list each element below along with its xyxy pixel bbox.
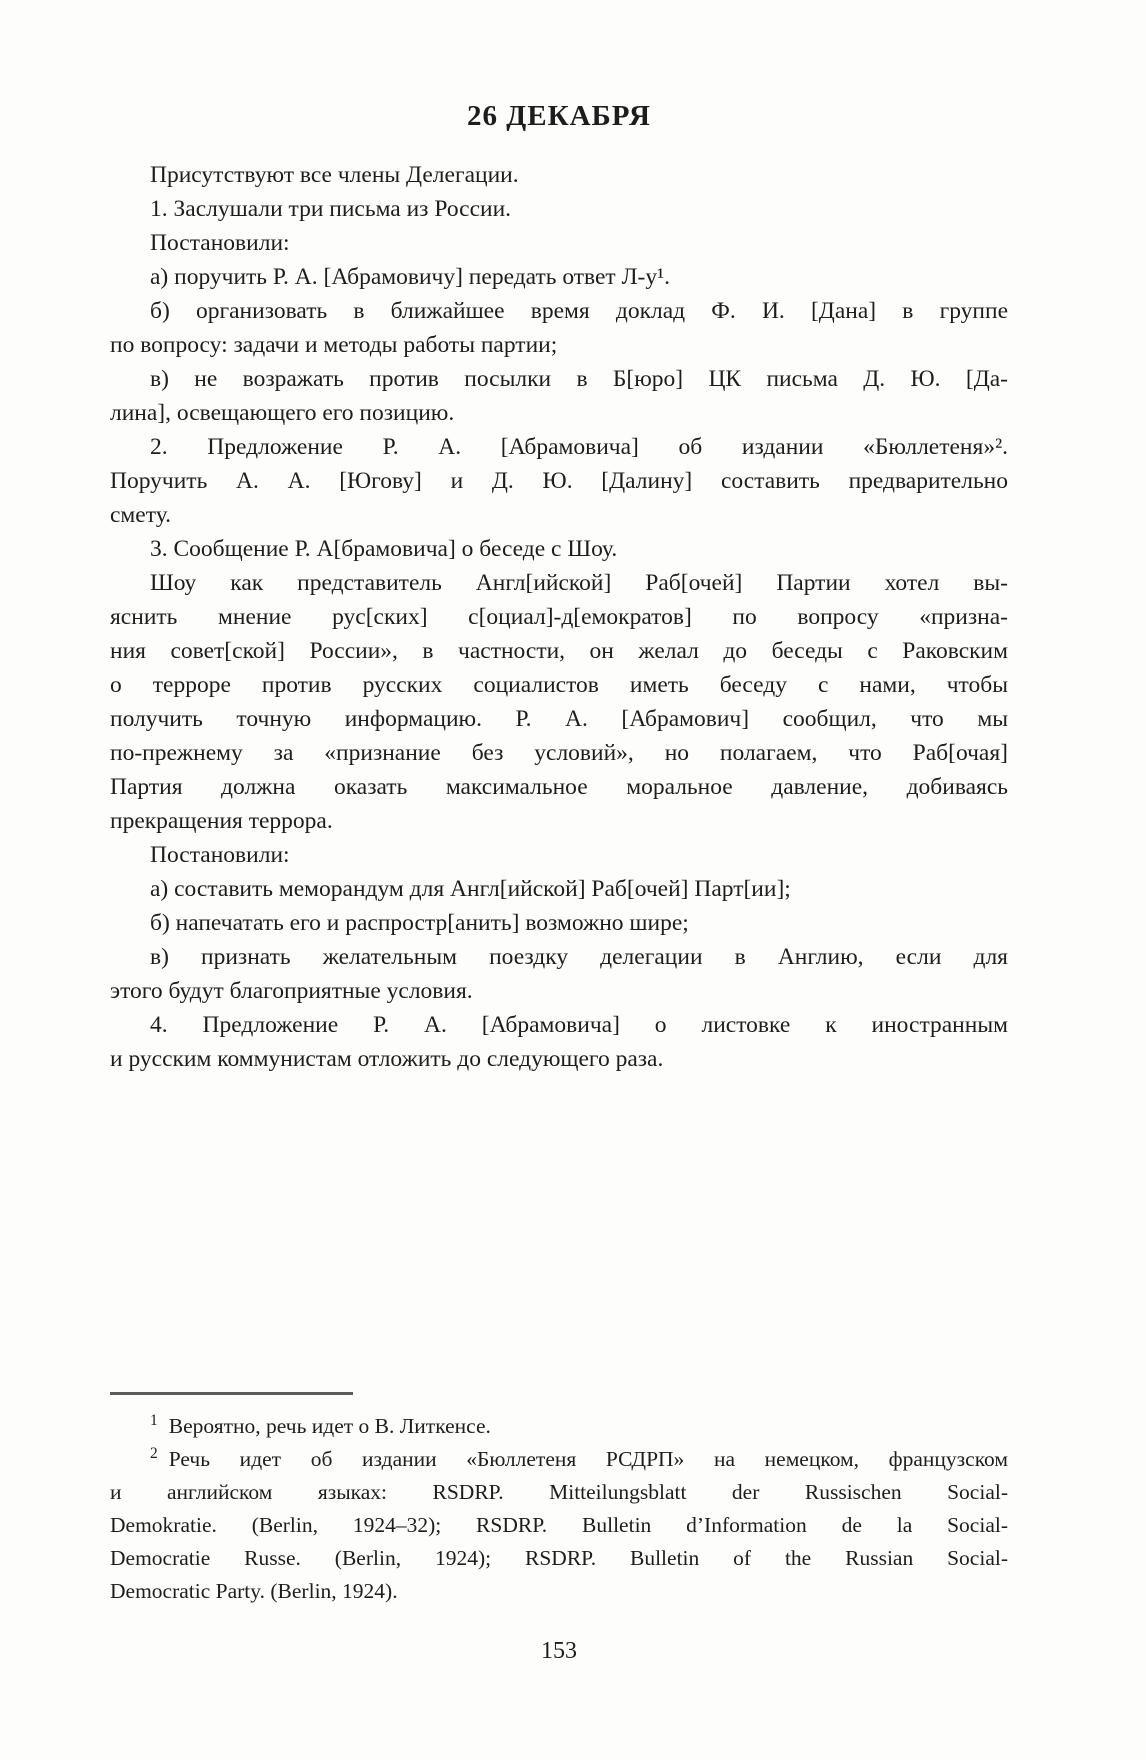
body-line: ния совет[ской] России», в частности, он желал до беседы с Раковским [110,638,1008,664]
footnote-line: и английском языках: RSDRP. Mitteilungsblatt der Russischen Social- [110,1480,1008,1504]
body-line: Партия должна оказать максимальное моральное давление, добиваясь [110,774,1008,800]
body-line: получить точную информацию. Р. А. [Абрамович] сообщил, что мы [110,706,1008,732]
body-line: в) не возражать против посылки в Б[юро] ЦК письма Д. Ю. [Да- [150,366,1008,392]
page-number: 153 [541,1638,577,1664]
body-line: по вопросу: задачи и методы работы партии; [110,332,558,358]
body-line: смету. [110,502,171,528]
body-line: а) составить меморандум для Англ[ийской] Раб[очей] Парт[ии]; [150,876,791,902]
body-line: Постановили: [150,230,290,256]
body-line: прекращения террора. [110,808,333,834]
body-line: в) признать желательным поездку делегации в Англию, если для [150,944,1008,970]
body-line: 1. Заслушали три письма из России. [150,196,512,222]
footnote-line [110,1443,1008,1476]
body-line: 2. Предложение Р. А. [Абрамовича] об издании «Бюллетеня»². [150,434,1008,460]
body-text [110,158,1008,1076]
body-line: яснить мнение рус[ских] с[оциал]-д[емократов] по вопросу «призна- [110,604,1008,630]
footnote-line [110,1410,1008,1443]
body-line: а) поручить Р. А. [Абрамовичу] передать ответ Л-у¹. [150,264,671,290]
body-line: этого будут благоприятные условия. [110,978,473,1004]
body-line: 3. Сообщение Р. А[брамовича] о беседе с Шоу. [150,536,618,562]
chapter-header [110,100,1008,133]
footnote-line: Democratie Russe. (Berlin, 1924); RSDRP. Bulletin of the Russian Social- [110,1546,1008,1570]
chapter-title: 26 ДЕКАБРЯ [467,100,651,132]
footnote-text: Речь идет об издании «Бюллетеня РСДРП» на немецком, французском [168,1447,1008,1471]
body-line: 4. Предложение Р. А. [Абрамовича] о листовке к иностранным [150,1012,1008,1038]
body-line: лина], освещающего его позицию. [110,400,455,426]
footnote-text: Вероятно, речь идет о В. Литкенсе. [168,1414,491,1438]
body-line: по-прежнему за «признание без условий», но полагаем, что Раб[очая] [110,740,1008,766]
footnote-marker: 1 [150,1411,158,1429]
body-line: б) организовать в ближайшее время доклад Ф. И. [Дана] в группе [150,298,1008,324]
footnote-line: Demokratie. (Berlin, 1924–32); RSDRP. Bulletin d’Information de la Social- [110,1513,1008,1537]
body-line: о терроре против русских социалистов иметь беседу с нами, чтобы [110,672,1008,698]
body-line: Присутствуют все члены Делегации. [150,162,519,188]
body-line: Поручить А. А. [Югову] и Д. Ю. [Далину] составить предварительно [110,468,1008,494]
footnote-rule [110,1392,353,1395]
page-footer [110,1638,1008,1665]
body-line: Шоу как представитель Англ[ийской] Раб[очей] Партии хотел вы- [150,570,1008,596]
footnote-line: Democratic Party. (Berlin, 1924). [110,1579,398,1603]
body-line: и русским коммунистам отложить до следующего раза. [110,1046,664,1072]
body-line: Постановили: [150,842,290,868]
footnote-marker: 2 [150,1444,158,1462]
body-line: б) напечатать его и распростр[анить] возможно шире; [150,910,689,936]
footnotes [110,1410,1008,1608]
